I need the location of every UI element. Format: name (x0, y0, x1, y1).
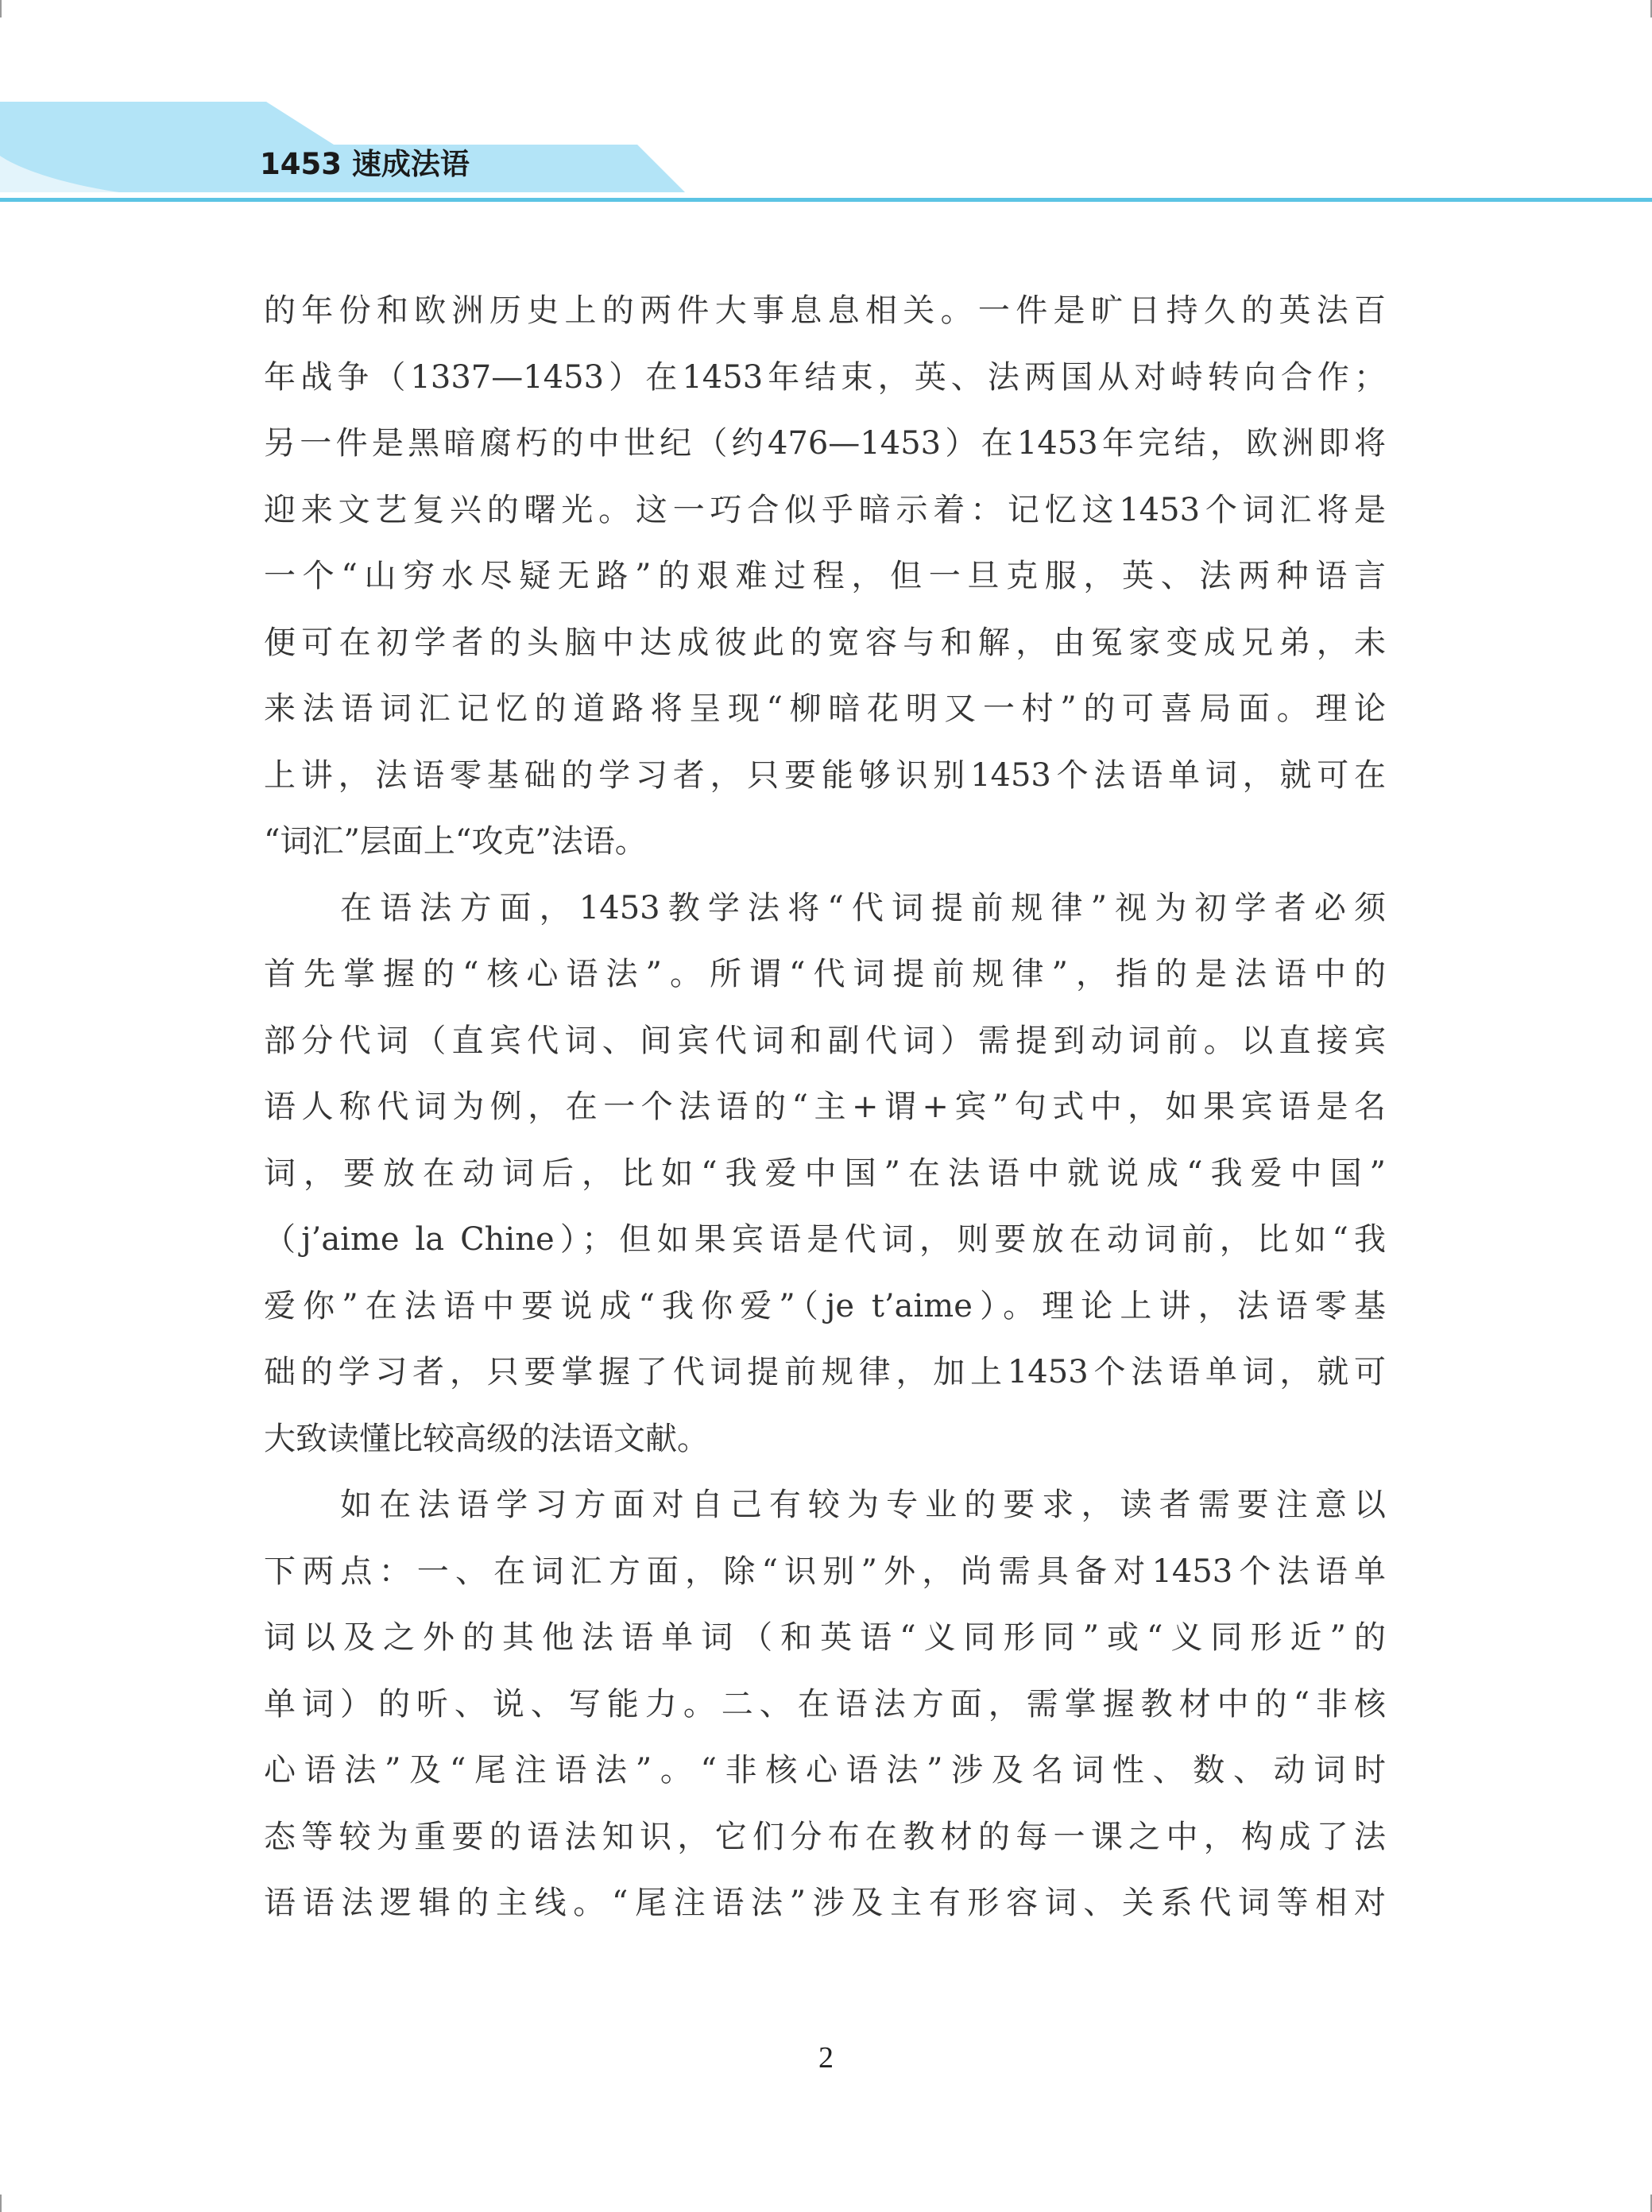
header-banner (0, 0, 1652, 207)
text-line: 爱你”在法语中要说成“我你爱”（je t’aime）。理论上讲，法语零基 (264, 1287, 1386, 1324)
text-line: 下两点：一、在词汇方面，除“识别”外，尚需具备对1453个法语单 (264, 1553, 1386, 1590)
text-line: 大致读懂比较高级的法语文献。 (264, 1420, 709, 1457)
text-line: 础的学习者，只要掌握了代词提前规律，加上1453个法语单词，就可 (264, 1354, 1386, 1390)
text-line: 部分代词（直宾代词、间宾代词和副代词）需提到动词前。以直接宾 (264, 1022, 1386, 1059)
page-header (0, 0, 1652, 207)
text-line: 便可在初学者的头脑中达成彼此的宽容与和解，由冤家变成兄弟，未 (264, 624, 1386, 661)
crop-mark-top-left (0, 0, 2, 17)
running-header-title: 1453 速成法语 (260, 147, 470, 181)
text-line: 词以及之外的其他法语单词（和英语“义同形同”或“义同形近”的 (264, 1619, 1386, 1656)
text-line: （j’aime la Chine）；但如果宾语是代词，则要放在动词前，比如“我 (264, 1221, 1386, 1258)
crop-mark-bottom-left (0, 2195, 2, 2212)
paragraph-first-line: 如在法语学习方面对自己有较为专业的要求，读者需要注意以 (340, 1487, 1386, 1523)
text-line: 一个“山穷水尽疑无路”的艰难过程，但一旦克服，英、法两种语言 (264, 558, 1386, 594)
page-number: 2 (818, 2041, 834, 2075)
header-rule (0, 198, 1652, 202)
text-line: 上讲，法语零基础的学习者，只要能够识别1453个法语单词，就可在 (264, 756, 1386, 794)
text-line: 的年份和欧洲历史上的两件大事息息相关。一件是旷日持久的英法百 (264, 292, 1386, 329)
text-line: 另一件是黑暗腐朽的中世纪（约476—1453）在1453年完结，欧洲即将 (264, 425, 1386, 462)
text-line: “词汇”层面上“攻克”法语。 (264, 823, 647, 860)
text-line: 语语法逻辑的主线。“尾注语法”涉及主有形容词、关系代词等相对 (264, 1885, 1386, 1921)
text-line: 心语法”及“尾注语法”。“非核心语法”涉及名词性、数、动词时 (264, 1752, 1386, 1789)
text-line: 态等较为重要的语法知识，它们分布在教材的每一课之中，构成了法 (264, 1818, 1386, 1855)
text-line: 单词）的听、说、写能力。二、在语法方面，需掌握教材中的“非核 (264, 1685, 1386, 1723)
text-line: 来法语词汇记忆的道路将呈现“柳暗花明又一村”的可喜局面。理论 (264, 690, 1386, 727)
paragraph-first-line: 在语法方面，1453教学法将“代词提前规律”视为初学者必须 (340, 889, 1386, 926)
text-line: 迎来文艺复兴的曙光。这一巧合似乎暗示着：记忆这1453个词汇将是 (264, 491, 1386, 528)
text-line: 首先掌握的“核心语法”。所谓“代词提前规律”，指的是法语中的 (264, 956, 1386, 992)
text-line: 年战争（1337—1453）在1453年结束，英、法两国从对峙转向合作； (264, 358, 1386, 396)
text-line: 词，要放在动词后，比如“我爱中国”在法语中就说成“我爱中国” (264, 1154, 1386, 1192)
body-text (264, 278, 1386, 1937)
text-line: 语人称代词为例，在一个法语的“主+谓+宾”句式中，如果宾语是名 (264, 1089, 1386, 1125)
